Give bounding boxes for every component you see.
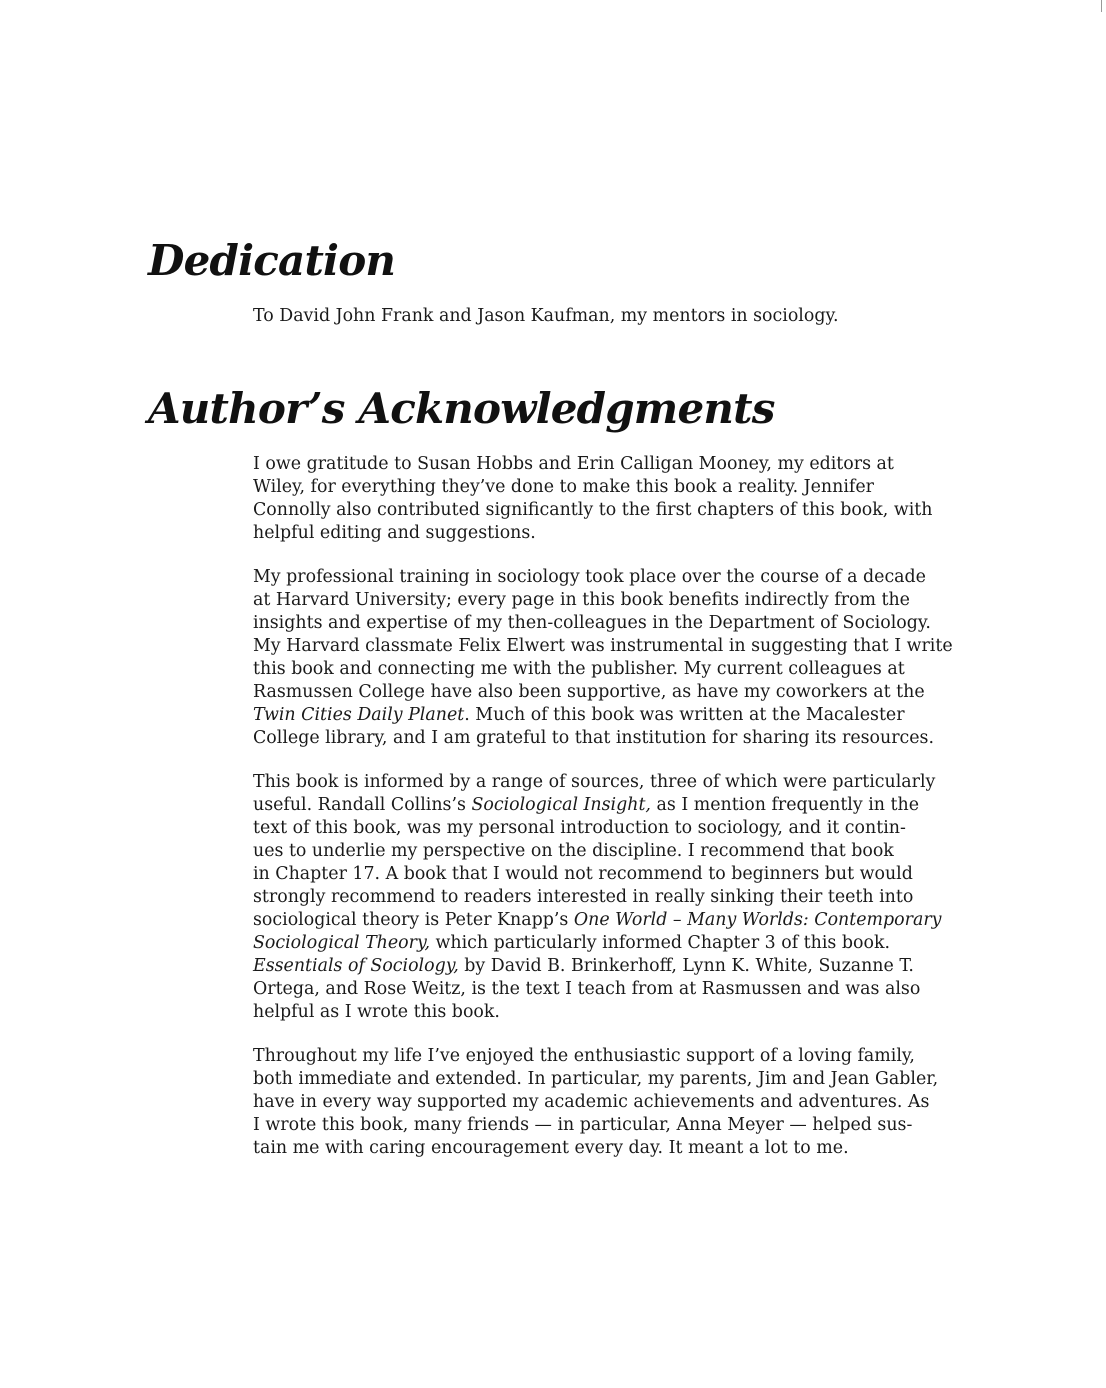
italic-title-text: Essentials of Sociology, xyxy=(253,956,459,976)
text-segment: Ortega, and Rose Weitz, is the text I teach from at Rasmussen and was also xyxy=(253,979,921,999)
text-segment: at Harvard University; every page in this book benefits indirectly from the xyxy=(253,590,910,610)
text-segment: this book and connecting me with the publisher. My current colleagues at xyxy=(253,659,905,679)
text-segment: This book is informed by a range of sources, three of which were particularly xyxy=(253,772,936,792)
acknowledgments-body xyxy=(253,453,958,1181)
text-segment: Connolly also contributed significantly to the first chapters of this book, with xyxy=(253,500,933,520)
text-segment: which particularly informed Chapter 3 of this book. xyxy=(430,933,891,953)
text-line xyxy=(253,886,958,909)
italic-title-text: Twin Cities Daily Planet xyxy=(253,705,465,725)
text-line xyxy=(253,978,958,1001)
text-segment: Rasmussen College have also been supportive, as have my coworkers at the xyxy=(253,682,925,702)
text-line xyxy=(253,817,958,840)
acknowledgment-paragraph xyxy=(253,453,958,545)
text-segment: I wrote this book, many friends — in particular, Anna Meyer — helped sus- xyxy=(253,1115,913,1135)
text-segment: sociological theory is Peter Knapp’s xyxy=(253,910,574,930)
text-line xyxy=(253,566,958,589)
text-line xyxy=(253,932,958,955)
text-segment: tain me with caring encouragement every day. It meant a lot to me. xyxy=(253,1138,849,1158)
text-line xyxy=(253,1091,958,1114)
text-line xyxy=(253,499,958,522)
text-line xyxy=(253,476,958,499)
text-line xyxy=(253,635,958,658)
text-line xyxy=(253,794,958,817)
text-segment: I owe gratitude to Susan Hobbs and Erin Calligan Mooney, my editors at xyxy=(253,454,894,474)
italic-title-text: One World – Many Worlds: Contemporary xyxy=(573,910,942,930)
text-line xyxy=(253,1114,958,1137)
text-segment: in Chapter 17. A book that I would not recommend to beginners but would xyxy=(253,864,913,884)
text-line xyxy=(253,589,958,612)
text-segment: My Harvard classmate Felix Elwert was instrumental in suggesting that I write xyxy=(253,636,953,656)
text-segment: ues to underlie my perspective on the discipline. I recommend that book xyxy=(253,841,894,861)
text-line xyxy=(253,1045,958,1068)
text-line xyxy=(253,1068,958,1091)
text-line xyxy=(253,658,958,681)
acknowledgment-paragraph xyxy=(253,1045,958,1160)
italic-title-text: Sociological Insight, xyxy=(471,795,651,815)
text-line xyxy=(253,612,958,635)
text-segment: College library, and I am grateful to that institution for sharing its resources. xyxy=(253,728,935,748)
text-segment: Wiley, for everything they’ve done to make this book a reality. Jennifer xyxy=(253,477,874,497)
dedication-heading: Dedication xyxy=(148,236,396,285)
text-segment: . Much of this book was written at the Macalester xyxy=(464,705,905,725)
text-line xyxy=(253,909,958,932)
text-segment: by David B. Brinkerhoff, Lynn K. White, Suzanne T. xyxy=(458,956,914,976)
text-line xyxy=(253,840,958,863)
text-line xyxy=(253,681,958,704)
dedication-text: To David John Frank and Jason Kaufman, my mentors in sociology. xyxy=(253,306,839,326)
text-segment: helpful editing and suggestions. xyxy=(253,523,536,543)
acknowledgments-heading: Author’s Acknowledgments xyxy=(148,384,775,433)
text-line xyxy=(253,1001,958,1024)
italic-title-text: Sociological Theory, xyxy=(253,933,430,953)
text-segment: both immediate and extended. In particular, my parents, Jim and Jean Gabler, xyxy=(253,1069,939,1089)
text-line xyxy=(253,1137,958,1160)
text-segment: Throughout my life I’ve enjoyed the enthusiastic support of a loving family, xyxy=(253,1046,915,1066)
text-segment: have in every way supported my academic achievements and adventures. As xyxy=(253,1092,930,1112)
acknowledgment-paragraph xyxy=(253,566,958,750)
text-line xyxy=(253,863,958,886)
text-segment: My professional training in sociology took place over the course of a decade xyxy=(253,567,926,587)
page-edge-mark xyxy=(1101,0,1102,12)
acknowledgment-paragraph xyxy=(253,771,958,1024)
text-segment: useful. Randall Collins’s xyxy=(253,795,472,815)
text-line xyxy=(253,727,958,750)
text-line xyxy=(253,955,958,978)
text-line xyxy=(253,771,958,794)
text-line xyxy=(253,453,958,476)
text-line xyxy=(253,704,958,727)
text-segment: text of this book, was my personal introduction to sociology, and it contin- xyxy=(253,818,906,838)
text-segment: as I mention frequently in the xyxy=(650,795,919,815)
text-segment: helpful as I wrote this book. xyxy=(253,1002,500,1022)
text-segment: insights and expertise of my then-colleagues in the Department of Sociology. xyxy=(253,613,931,633)
text-line xyxy=(253,522,958,545)
text-segment: strongly recommend to readers interested in really sinking their teeth into xyxy=(253,887,914,907)
